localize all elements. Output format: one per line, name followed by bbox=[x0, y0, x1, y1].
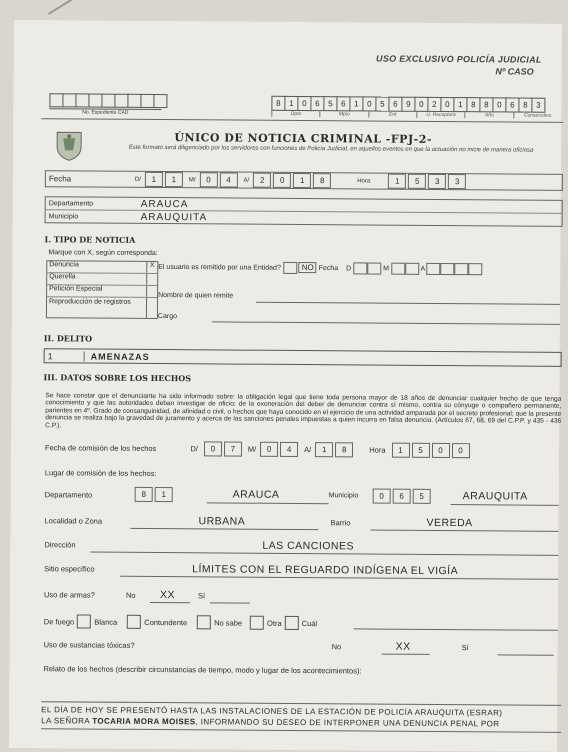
comision-hora-digit[interactable]: 0 bbox=[431, 443, 449, 458]
lugar-municipio-value[interactable]: ARAUQUITA bbox=[462, 490, 528, 503]
relato-2a: LA SEÑORA bbox=[41, 716, 93, 726]
delito-number: 1 bbox=[45, 351, 85, 361]
sustancias-label: Uso de sustancias tóxicas? bbox=[43, 640, 135, 650]
relato-label: Relato de los hechos (describir circunstancias de tiempo, modo y lugar de los acontecimientos): bbox=[43, 664, 362, 676]
caso-digit[interactable]: 8 bbox=[271, 96, 284, 111]
denunciante-name: TOCARIA MORA MOISES bbox=[92, 716, 196, 727]
caso-digit[interactable]: 1 bbox=[284, 96, 297, 111]
dept-code-digit[interactable]: 1 bbox=[155, 487, 173, 502]
option-denuncia[interactable]: Denuncia X bbox=[47, 261, 157, 274]
sustancias-si-line[interactable] bbox=[498, 654, 554, 655]
tipo-arma-row bbox=[44, 614, 317, 630]
barrio-value[interactable]: VEREDA bbox=[426, 516, 473, 530]
direccion-value[interactable]: LAS CANCIONES bbox=[262, 539, 355, 553]
remitido-m-box[interactable] bbox=[391, 263, 405, 275]
contundente-label: Contundente bbox=[144, 617, 188, 627]
form-title: ÚNICO DE NOTICIA CRIMINAL -FPJ-2- bbox=[174, 131, 433, 146]
remitido-a-box[interactable] bbox=[469, 263, 483, 275]
relato-2c: , INFORMANDO SU DESEO DE INTERPONER UNA DENUNCIA PENAL POR bbox=[195, 717, 500, 729]
remitido-a-box[interactable] bbox=[427, 263, 441, 275]
fuego-label: De fuego bbox=[43, 616, 75, 626]
remitido-question: El usuario es remitido por una Entidad? bbox=[158, 263, 281, 272]
remitido-m-label: M bbox=[383, 265, 389, 273]
comision-month-digit[interactable]: 4 bbox=[280, 442, 298, 457]
remitido-yes-box[interactable] bbox=[283, 262, 297, 274]
caso-digit[interactable]: 2 bbox=[427, 97, 440, 112]
remitido-a-box[interactable] bbox=[455, 263, 469, 275]
hora-digit[interactable]: 5 bbox=[408, 174, 426, 189]
mun-code-digit[interactable]: 0 bbox=[373, 489, 391, 504]
mun-code-digit[interactable]: 5 bbox=[413, 489, 431, 504]
hora-digit[interactable]: 1 bbox=[388, 174, 406, 189]
marque-instruction: Marque con X, según corresponda: bbox=[48, 249, 158, 258]
mun-line bbox=[451, 504, 559, 506]
comision-hora-label: Hora bbox=[369, 445, 386, 455]
tipo-noticia-heading: I. TIPO DE NOTICIA bbox=[44, 234, 136, 245]
caso-digit[interactable]: 6 bbox=[336, 96, 349, 111]
month-label: M/ bbox=[188, 176, 196, 183]
zona-line bbox=[130, 528, 318, 530]
armas-si-line[interactable] bbox=[210, 602, 250, 603]
caso-field-labels bbox=[271, 111, 561, 119]
armas-label: Uso de armas? bbox=[43, 590, 95, 600]
location-block bbox=[45, 196, 563, 227]
sustancias-no-value[interactable]: XX bbox=[395, 640, 411, 653]
caso-digit[interactable]: 0 bbox=[297, 96, 310, 111]
tipo-noticia-options bbox=[46, 260, 158, 319]
cad-label: No. Expediente CAD bbox=[49, 108, 161, 116]
comision-m-label: M/ bbox=[247, 444, 257, 454]
caso-field-label: U. Receptora bbox=[416, 112, 464, 118]
departamento-value[interactable]: ARAUCA bbox=[140, 198, 189, 210]
form-subtitle: Este formato será diligenciado por los servidores con funciones de Policía Judicial, en aquellos eventos en que la actuación no inicie de manera oficiosa bbox=[128, 144, 534, 154]
sustancias-si-label: Sí bbox=[461, 643, 469, 653]
option-reproduccion[interactable]: Reproducción de registros bbox=[47, 297, 157, 318]
caso-digit[interactable]: 0 bbox=[414, 97, 427, 112]
day-digit[interactable]: 1 bbox=[145, 172, 163, 187]
remitido-d-label: D bbox=[346, 265, 352, 273]
blanca-checkbox[interactable] bbox=[127, 615, 141, 629]
hora-digit[interactable]: 3 bbox=[448, 174, 466, 189]
comision-hora-digit[interactable]: 0 bbox=[451, 443, 469, 458]
lugar-label: Lugar de comisión de los hechos: bbox=[44, 468, 157, 479]
zona-label: Localidad o Zona bbox=[44, 516, 103, 526]
delito-value[interactable]: AMENAZAS bbox=[90, 351, 150, 362]
relato-text[interactable] bbox=[41, 701, 561, 733]
cad-number-boxes bbox=[49, 93, 167, 108]
remitido-answer[interactable]: NO bbox=[299, 262, 317, 273]
remitido-a-label: A bbox=[420, 265, 425, 273]
nombre-remite-label: Nombre de quien remite bbox=[158, 292, 234, 300]
remitido-d-box[interactable] bbox=[367, 262, 381, 274]
caso-field-label: Dpto bbox=[271, 111, 319, 117]
fiscalia-seal-icon bbox=[53, 128, 85, 162]
comision-hora-digit[interactable]: 1 bbox=[391, 443, 409, 458]
delito-heading: II. DELITO bbox=[43, 333, 93, 344]
cual-label: Cuál bbox=[301, 618, 318, 628]
comision-month-digit[interactable]: 0 bbox=[260, 442, 278, 457]
comision-day-digit[interactable]: 7 bbox=[224, 441, 242, 456]
lugar-departamento-label: Departamento bbox=[44, 490, 93, 500]
caso-digit[interactable]: 0 bbox=[492, 97, 505, 112]
year-digit[interactable]: 8 bbox=[313, 173, 331, 188]
option-peticion[interactable]: Petición Especial bbox=[47, 285, 157, 298]
day-digit[interactable]: 1 bbox=[165, 172, 183, 187]
zona-value[interactable]: URBANA bbox=[198, 515, 246, 528]
delito-row bbox=[44, 348, 562, 367]
day-label: D/ bbox=[134, 176, 141, 183]
caso-digit[interactable]: 6 bbox=[310, 96, 323, 111]
sustancias-no-line bbox=[382, 654, 430, 655]
remitido-d-box[interactable] bbox=[353, 262, 367, 274]
blanca-label: Blanca bbox=[94, 617, 118, 627]
checkbox-peticion[interactable] bbox=[146, 286, 157, 297]
armas-no-line bbox=[150, 602, 190, 603]
caso-digit[interactable]: 8 bbox=[466, 97, 479, 112]
contundente-checkbox[interactable] bbox=[197, 615, 211, 629]
year-digit[interactable]: 2 bbox=[253, 173, 271, 188]
lugar-municipio-label: Municipio bbox=[328, 492, 359, 500]
armas-no-value[interactable]: XX bbox=[159, 589, 176, 602]
dept-code-boxes bbox=[135, 487, 175, 502]
caso-digit[interactable]: 5 bbox=[323, 96, 336, 111]
caso-digit[interactable]: 9 bbox=[401, 97, 414, 112]
hechos-heading: III. DATOS SOBRE LOS HECHOS bbox=[43, 372, 192, 384]
year-digit[interactable]: 1 bbox=[293, 173, 311, 188]
cargo-line[interactable] bbox=[212, 321, 560, 324]
month-digit[interactable]: 4 bbox=[220, 172, 238, 187]
caso-label: Nº CASO bbox=[495, 66, 534, 77]
checkbox-querella[interactable] bbox=[146, 274, 157, 285]
month-digit[interactable]: 0 bbox=[200, 172, 218, 187]
caso-digit[interactable]: 6 bbox=[388, 97, 401, 112]
caso-field-label: Año bbox=[465, 112, 513, 118]
comision-a-label: A/ bbox=[304, 445, 312, 455]
comision-hora-digit[interactable]: 5 bbox=[411, 443, 429, 458]
barrio-label: Barrio bbox=[330, 518, 351, 528]
pen-mark bbox=[48, 0, 78, 15]
caso-digit[interactable]: 8 bbox=[518, 98, 531, 113]
fecha-label: Fecha bbox=[48, 174, 72, 184]
comision-year-digit[interactable]: 8 bbox=[335, 442, 353, 457]
remitido-a-box[interactable] bbox=[441, 263, 455, 275]
caso-field-label: Consecutivo bbox=[513, 112, 561, 118]
caso-digit[interactable]: 1 bbox=[453, 97, 466, 112]
otra-checkbox[interactable] bbox=[285, 616, 299, 630]
caso-digit[interactable]: 1 bbox=[349, 96, 362, 111]
header-divider bbox=[41, 118, 563, 123]
nombre-remite-line[interactable] bbox=[256, 302, 560, 305]
mun-code-boxes bbox=[373, 489, 433, 504]
fecha-comision-row bbox=[45, 440, 472, 458]
sitio-line bbox=[120, 576, 558, 580]
no-sabe-checkbox[interactable] bbox=[250, 616, 264, 630]
comision-year-digit[interactable]: 1 bbox=[315, 442, 333, 457]
mun-code-digit[interactable]: 6 bbox=[393, 489, 411, 504]
comision-d-label: D/ bbox=[190, 444, 198, 454]
relato-line-1: EL DÍA DE HOY SE PRESENTÓ HASTA LAS INSTALACIONES DE LA ESTACIÓN DE POLICÍA ARAUQUITA (ESRAR) bbox=[41, 705, 503, 718]
hora-digit[interactable]: 3 bbox=[428, 174, 446, 189]
dept-line bbox=[207, 502, 329, 504]
checkbox-reproduccion[interactable] bbox=[146, 298, 157, 318]
dept-code-digit[interactable]: 8 bbox=[135, 487, 153, 502]
no-sabe-label: No sabe bbox=[214, 617, 243, 628]
hora-label: Hora bbox=[357, 177, 371, 184]
barrio-line bbox=[370, 530, 558, 532]
comision-day-digit[interactable]: 0 bbox=[204, 441, 222, 456]
remitido-row bbox=[158, 261, 483, 275]
caso-digit[interactable]: 5 bbox=[375, 97, 388, 112]
form-paper bbox=[9, 20, 562, 752]
remitido-m-box[interactable] bbox=[405, 263, 419, 275]
caso-digit[interactable]: 6 bbox=[505, 97, 518, 112]
municipio-value[interactable]: ARAUQUITA bbox=[140, 211, 208, 223]
caso-digit[interactable]: 3 bbox=[531, 98, 545, 113]
sustancias-no-label: No bbox=[331, 642, 342, 652]
cual-line[interactable] bbox=[354, 628, 558, 630]
armas-no-label: No bbox=[125, 590, 136, 600]
checkbox-denuncia[interactable]: X bbox=[146, 262, 157, 273]
caso-field-label: Mpio bbox=[320, 111, 368, 117]
municipio-label: Municipio bbox=[48, 212, 79, 220]
fuego-checkbox[interactable] bbox=[77, 614, 91, 628]
option-querella[interactable]: Querella bbox=[47, 273, 157, 286]
caso-digit[interactable]: 0 bbox=[362, 96, 375, 111]
lugar-departamento-value[interactable]: ARAUCA bbox=[232, 488, 280, 501]
sitio-label: Sitio específico bbox=[44, 564, 95, 574]
fecha-row bbox=[45, 170, 563, 191]
uso-exclusivo-label: USO EXCLUSIVO POLICÍA JUDICIAL bbox=[376, 53, 542, 65]
caso-digit[interactable]: 8 bbox=[479, 97, 492, 112]
direccion-label: Dirección bbox=[44, 540, 76, 550]
fecha-comision-label: Fecha de comisión de los hechos bbox=[44, 443, 157, 454]
relato-line-2 bbox=[41, 715, 561, 730]
legal-notice-paragraph: Se hace constar que el denunciante ha sido informado sobre: la obligación legal que tiene toda persona mayor de 18 años de denunciar cualquier hecho de que tenga conocimiento y que las autoridades deban investigar de oficio; de la exoneración del deber de denunciar contra sí mismo, contra su cónyuge o compañero permanente, parientes en 4º. Grado de consanguinidad, de afinidad o civil, o hechos que haya conocido en el ejercicio de una actividad amparada por el secreto profesional; que la presente denuncia se realiza bajo la gravedad de juramento y acerca de las sanciones penales impuestas a quien incurra en falsa denuncia. (Artículos 67, 68, 69 del C.P.P. y 435 - 436 C.P.). bbox=[45, 392, 562, 429]
caso-field-label: Ent bbox=[368, 111, 416, 117]
remitido-fecha-label: Fecha bbox=[318, 264, 339, 273]
year-label: A/ bbox=[243, 177, 250, 184]
caso-digit[interactable]: 0 bbox=[440, 97, 453, 112]
otra-label: Otra bbox=[267, 618, 282, 628]
sitio-value[interactable]: LÍMITES CON EL REGUARDO INDÍGENA EL VIGÍA bbox=[192, 563, 459, 578]
year-digit[interactable]: 0 bbox=[273, 173, 291, 188]
departamento-label: Departamento bbox=[48, 199, 94, 208]
armas-si-label: Sí bbox=[197, 591, 206, 601]
cargo-label: Cargo bbox=[157, 313, 178, 321]
